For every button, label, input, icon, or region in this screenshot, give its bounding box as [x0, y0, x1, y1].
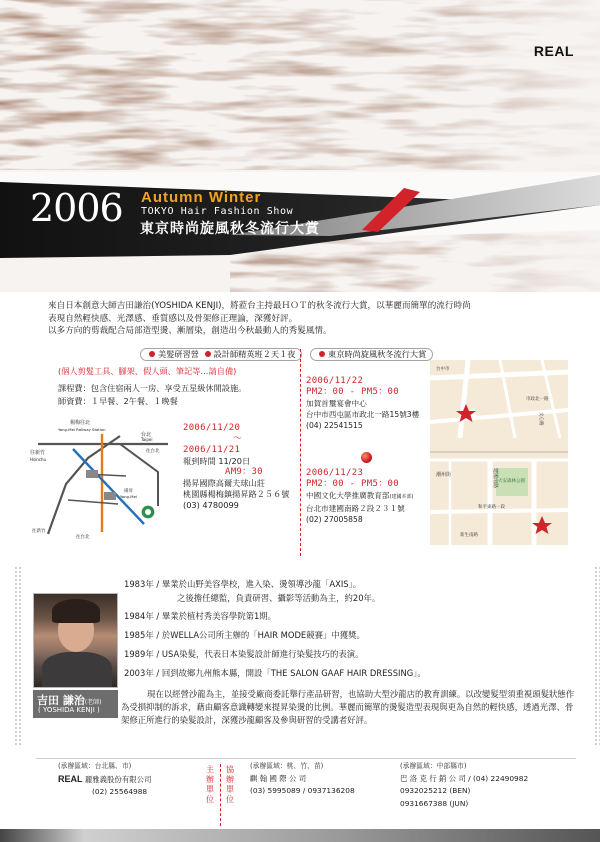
map-street: 市政北一路: [526, 397, 549, 402]
seminar-heading-a: 美髮研習營: [158, 349, 199, 359]
course-fee: 課程費：包含住宿兩人一房、享受五星級休閒設施。: [58, 383, 247, 393]
show-schedule: [306, 376, 436, 525]
timeline-row: 2003年 / 回到故鄉九州熊本縣，開設「THE SALON GAAF HAIR DRESSING」。: [124, 668, 426, 678]
map-label: 往新竹: [30, 450, 46, 456]
event2-date: 2006/11/23: [306, 468, 364, 478]
footer-company: 麗雅義股份有限公司: [84, 774, 152, 784]
event1-venue: 加賀首璽宴會中心: [306, 399, 367, 408]
bottom-bar: [0, 829, 600, 842]
map-street: 潮州街: [436, 472, 452, 478]
event1-time: PM2：00 - PM5：00: [306, 387, 399, 397]
profile-paragraph: 現在以經營沙龍為主，並接受廠商委託舉行產品研習，也協助大型沙龍店的教育訓練。以改變髮型須重視頭髮狀態作為受損抑制的訴求，藉由顧客意識轉變來提昇染燙的比例。華麗而簡單的燙髮造型表現與更為自然的輕快感，透過光澤、骨架修正所進行的染髮設計，深獲沙龍顧客及參與研習的受講者好評。: [121, 689, 575, 725]
timeline-year: 1983年: [124, 579, 154, 589]
map-label: Hsinchu: [30, 457, 47, 462]
profile-name-tag: (老師): [84, 699, 102, 706]
timeline-text: 於WELLA公司所主辦的「HAIR MODE競賽」中獲獎。: [161, 630, 365, 640]
bullet-dot: [149, 351, 155, 357]
footer-col-taipei: [58, 760, 208, 799]
map-label: 往台北: [146, 449, 160, 454]
footer-category: (承辦區域：桃、竹、苗): [250, 762, 324, 770]
timeline-year: 2003年: [124, 668, 154, 678]
footer-vertical-divider: [220, 764, 221, 826]
brand-logo: REAL: [533, 43, 574, 59]
dot-pattern: [14, 566, 23, 746]
intro-text: [48, 300, 568, 338]
footer-category: (承辦區域：台北縣、市): [58, 762, 132, 770]
kenji-photo: [33, 593, 118, 688]
timeline-row: 1984年 / 畢業於植村秀美容學院第1期。: [124, 611, 277, 621]
intro-line: 來自日本創意大師吉田謙治(YOSHIDA KENJI)，將蒞台主持最ＨＯＴ的秋冬流行大賞，以華麗而簡單的流行時尚: [48, 301, 471, 311]
footer-col-taoyuan: [250, 760, 400, 798]
footer-phone: (03) 5995089 / 0937136208: [250, 786, 355, 795]
seminar-date-start: 2006/11/20: [183, 423, 241, 433]
timeline-text: 之後擔任總監，負責研習、攝影等活動為主，約20年。: [177, 593, 381, 603]
seminar-venue: 揚昇國際高爾夫球山莊: [183, 478, 265, 488]
seminar-address: 桃園縣楊梅鎮揚昇路２５６號: [183, 489, 290, 499]
meal-fee: 師資費：１早餐、2午餐、１晚餐: [58, 396, 178, 406]
seminar-note: (個人剪髮工具、腳架、假人頭、筆記等…請自備): [58, 366, 237, 376]
hero-artwork: [0, 0, 600, 292]
event1-phone: (04) 22541515: [306, 421, 363, 430]
seminar-heading: [140, 348, 302, 361]
timeline-row: [177, 592, 380, 604]
bullet-dot: [205, 351, 211, 357]
map-station: Yang-Mei Railway Station: [58, 427, 106, 432]
divider-sphere: [361, 452, 372, 463]
seminar-heading-b: 設計師精英班２天１夜: [213, 349, 296, 359]
map-park: 大安森林公園: [498, 479, 525, 484]
event-year: 2006: [30, 186, 123, 230]
footer-divider: [36, 758, 576, 759]
checkin-label: 報到時間 11/20日: [183, 456, 251, 466]
timeline-row: 1983年 / 畢業於山野美容學校，進入染、燙領導沙龍「AXIS」。: [124, 579, 362, 589]
footer-phone: 0931667388 (JUN): [400, 798, 469, 808]
event2-venue-name: 中國文化大學推廣教育部: [306, 491, 390, 500]
event2-venue-note: (建國本部): [389, 494, 414, 500]
organizer-label: 主 辦 單 位: [205, 764, 215, 804]
profile-name-box: [33, 690, 118, 718]
event2-time: PM2：00 - PM5：00: [306, 479, 399, 489]
event2-phone: (02) 27005858: [306, 515, 363, 524]
show-map: [430, 360, 568, 545]
timeline-row: 1989年 / USA染髮，代表日本染髮設計師進行染髮技巧的表演。: [124, 649, 364, 659]
bullet-dot: [319, 351, 325, 357]
show-heading-text: 東京時尚旋風秋冬流行大賞: [328, 349, 427, 359]
event2-address: 台北市建國南路２段２３１號: [306, 504, 405, 513]
timeline-text: 回到故鄉九州熊本縣，開設「THE SALON GAAF HAIR DRESSING」。: [161, 668, 426, 678]
footer-category: (承辦區域：中部縣市): [400, 762, 467, 770]
timeline-text: 畢業於山野美容學校，進入染、燙領導沙龍「AXIS」。: [161, 579, 362, 589]
show-title-en: TOKYO Hair Fashion Show: [141, 206, 294, 217]
map-street: 和平東路一段: [478, 505, 505, 510]
timeline-row: 1985年 / 於WELLA公司所主辦的「HAIR MODE競賽」中獲獎。: [124, 630, 365, 640]
timeline-text: 畢業於植村秀美容學院第1期。: [161, 611, 277, 621]
map-label: 揚昇: [124, 489, 133, 494]
map-label: Yang-Mei: [120, 494, 137, 499]
footer-col-taichung: [400, 760, 580, 810]
timeline-year: 1985年: [124, 630, 154, 640]
checkin-time: AM9：30: [225, 467, 263, 477]
intro-line: 以多方向的剪裁配合局部造型燙、漸層染，創造出今秋最動人的秀髮風情。: [48, 326, 332, 336]
footer-company: 巴 洛 克 行 銷 公 司 / (04) 22490982: [400, 773, 529, 783]
seminar-schedule: [183, 423, 301, 511]
map-label: 往新竹: [32, 529, 46, 534]
event1-date: 2006/11/22: [306, 376, 364, 386]
event2-venue: [306, 490, 436, 503]
seminar-map: [28, 414, 178, 542]
timeline-year: 1984年: [124, 611, 154, 621]
map-street: 台中市: [436, 367, 450, 372]
timeline-year: 1989年: [124, 649, 154, 659]
footer-phone: (02) 25564988: [92, 787, 148, 796]
profile-name-zh: 吉田 謙治(老師): [37, 694, 102, 707]
map-label: 台北: [141, 432, 152, 438]
section-divider: [300, 349, 301, 556]
seminar-phone: (03) 4780099: [183, 500, 239, 510]
dot-pattern: [594, 566, 600, 746]
seminar-fees: [58, 382, 246, 408]
map-street: 文心路: [538, 412, 543, 426]
coorganizer-label: 協 辦 單 位: [225, 764, 235, 804]
show-heading: [310, 348, 433, 361]
map-street: 建國南路: [492, 468, 498, 489]
season-title: Autumn Winter: [141, 189, 262, 206]
map-label: Taipei: [141, 437, 153, 442]
intro-line: 表現自然輕快感、光澤感、垂質感以及骨架修正理論，深獲好評。: [48, 313, 298, 324]
map-label: 往台北: [76, 535, 90, 540]
footer-brand-logo: REAL: [58, 773, 83, 784]
profile-name-en: ( YOSHIDA KENJI ): [38, 706, 100, 714]
event1-address: 台中市西屯區市政北一路15號3樓: [306, 410, 420, 419]
footer-company: 麒 翰 國 際 公 司: [250, 773, 307, 783]
timeline-text: USA染髮，代表日本染髮設計師進行染髮技巧的表演。: [161, 649, 364, 659]
footer-phone: 0932025212 (BEN): [400, 786, 471, 795]
date-tilde: ～: [233, 434, 243, 444]
hero-banner: [0, 0, 600, 292]
seminar-date-end: 2006/11/21: [183, 445, 241, 455]
map-street: 新生南路: [460, 533, 478, 538]
map-title: 楊梅往北: [70, 420, 91, 426]
show-title-zh: 東京時尚旋風秋冬流行大賞: [140, 221, 320, 237]
